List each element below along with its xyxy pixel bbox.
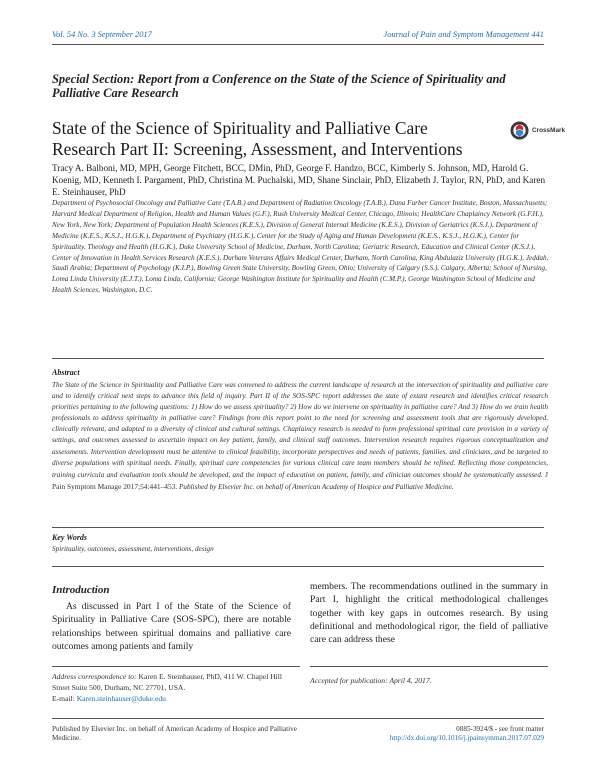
email-link[interactable]: Karen.steinhauser@duke.edu	[76, 693, 166, 703]
abstract-heading: Abstract	[52, 368, 80, 377]
email-label: E-mail:	[52, 693, 75, 703]
doi-link[interactable]: http://dx.doi.org/10.1016/j.jpainsymman.2017.07.029	[389, 734, 544, 743]
journal-name-page: Journal of Pain and Symptom Management 441	[383, 30, 544, 39]
correspondence-address: Karen E. Steinhauser, PhD, 411 W. Chapel Hill Street Suite 500, Durham, NC 27701, USA.	[52, 672, 283, 692]
introduction-right-column: members. The recommendations outlined in the summary in Part I, highlight the critical methodological challenges together with key gaps in outcomes research. By using definitional and methodological rigor, the field of palliative care can address these	[310, 581, 548, 646]
correspondence-rule	[52, 666, 300, 667]
keywords-text: Spirituality, outcomes, assessment, interventions, design	[52, 545, 214, 553]
journal-volume: Vol. 54 No. 3 September 2017	[52, 30, 152, 39]
abstract-rule-bottom	[52, 527, 544, 528]
abstract-body	[52, 380, 548, 493]
abstract-text: The State of the Science in Spirituality and Palliative Care was convened to address the current landscape of research at the intersection of spirituality and palliative care and to identify critical next steps to advance this field of inquiry. Part II of the SOS-SPC report addresses the state of extant research and identifies critical research priorities pertaining to the following questions: 1) How do we assess spirituality? 2) How do we intervene on spirituality in palliative care? And 3) How do we train health professionals to address spirituality in palliative care? Findings from this report point to the need for screening and assessment tools that are rigorously developed, clinically relevant, and adapted to a diversity of clinical and cultural settings. Chaplaincy research is needed to form professional spiritual care provision in a variety of settings, and outcomes assessed to ascertain impact on key patient, family, and clinical staff outcomes. Intervention research requires rigorous conceptualization and assessments. Intervention development must be attentive to clinical feasibility, incorporate perspectives and needs of patients, families, and clinicians, and be targeted to diverse populations with spiritual needs. Finally, spiritual care competencies for various clinical care team members should be refined. Reflecting those competencies, training curricula and evaluation tools should be developed, and the impact of education on patient, family, and clinician outcomes should be systematically assessed.	[52, 381, 548, 479]
crossmark-icon	[510, 121, 529, 140]
affiliations: Department of Psychosocial Oncology and Palliative Care (T.A.B.) and Department of Radiation Oncology (T.A.B.), Dana Farber Cancer Institute, Boston, Massachusetts; Harvard Medical Department of Religion, Health and Human Values (G.F.), Rush University Medical Center, Chicago, Illinois; HealthCare Chaplaincy Network (G.F.H.), New York, New York; Department of Population Health Sciences (K.E.S.), Division of General Internal Medicine (K.E.S.), Division of Geriatrics (K.S.J.), Department of Medicine (K.E.S., K.S.J., H.G.K.), Department of Psychiatry (H.G.K.), Center for the Study of Aging and Human Development (K.E.S., K.S.J., H.G.K.), Center for Spirituality, Theology and Health (H.G.K.), Duke University School of Medicine, Durham, North Carolina; Geriatric Research, Education and Clinical Center (K.S.J.), Center of Innovation in Health Services Research (K.E.S.), Durham Veterans Affairs Medical Center, Durham, North Carolina, King Abdulaziz University (H.G.K.), Jeddah, Saudi Arabia; Department of Psychology (K.I.P.), Bowling Green State University, Bowling Green, Ohio; University of Calgary (S.S.), Calgary, Alberta; School of Nursing, Loma Linda University (E.J.T.), Loma Linda, California; George Washington Institute for Spirituality and Health (C.M.P.), George Washington School of Medicine and Health Sciences, Washington, D.C.	[52, 199, 549, 295]
header-rule	[52, 44, 544, 45]
footer-rule	[52, 718, 544, 719]
issn-line: 0885-3924/$ - see front matter	[456, 725, 544, 733]
accepted-rule	[310, 666, 548, 667]
crossmark-badge[interactable]	[510, 119, 572, 141]
accepted-date: Accepted for publication: April 4, 2017.	[310, 676, 432, 685]
citation: J Pain Symptom Manage 2017;54:441–453.	[52, 469, 548, 491]
keywords-rule	[52, 566, 544, 567]
footer-publisher: Published by Elsevier Inc. on behalf of American Academy of Hospice and Palliative Medicine.	[52, 725, 297, 743]
author-list: Tracy A. Balboni, MD, MPH, George Fitchett, BCC, DMin, PhD, George F. Handzo, BCC, Kimberly S. Johnson, MD, Harold G. Koenig, MD, Kenneth I. Pargament, PhD, Christina M. Puchalski, MD, Shane Sinclair, PhD, Elizabeth J. Taylor, RN, PhD, and Karen E. Steinhauser, PhD	[52, 163, 546, 197]
running-header	[52, 30, 544, 42]
introduction-left-column: As discussed in Part I of the State of the Science of Spirituality in Palliative Care (SOS-SPC), there are notable relationships between spiritual domains and palliative care outcomes among patients and family	[52, 601, 291, 652]
footer-right	[324, 725, 544, 744]
crossmark-label: CrossMark	[532, 126, 566, 134]
correspondence-label: Address correspondence to:	[52, 672, 137, 681]
special-section-title: Special Section: Report from a Conference on the State of the Science of Spirituality and Palliative Care Research	[52, 72, 506, 100]
abstract-rule-top	[52, 358, 544, 359]
introduction-heading: Introduction	[52, 584, 110, 596]
publisher-note: Published by Elsevier Inc. on behalf of American Academy of Hospice and Palliative Medicine.	[179, 482, 454, 491]
correspondence-block	[52, 672, 300, 704]
keywords-heading: Key Words	[52, 533, 88, 542]
article-title: State of the Science of Spirituality and Palliative Care Research Part II: Screening, Assessment, and Interventions	[52, 118, 463, 159]
